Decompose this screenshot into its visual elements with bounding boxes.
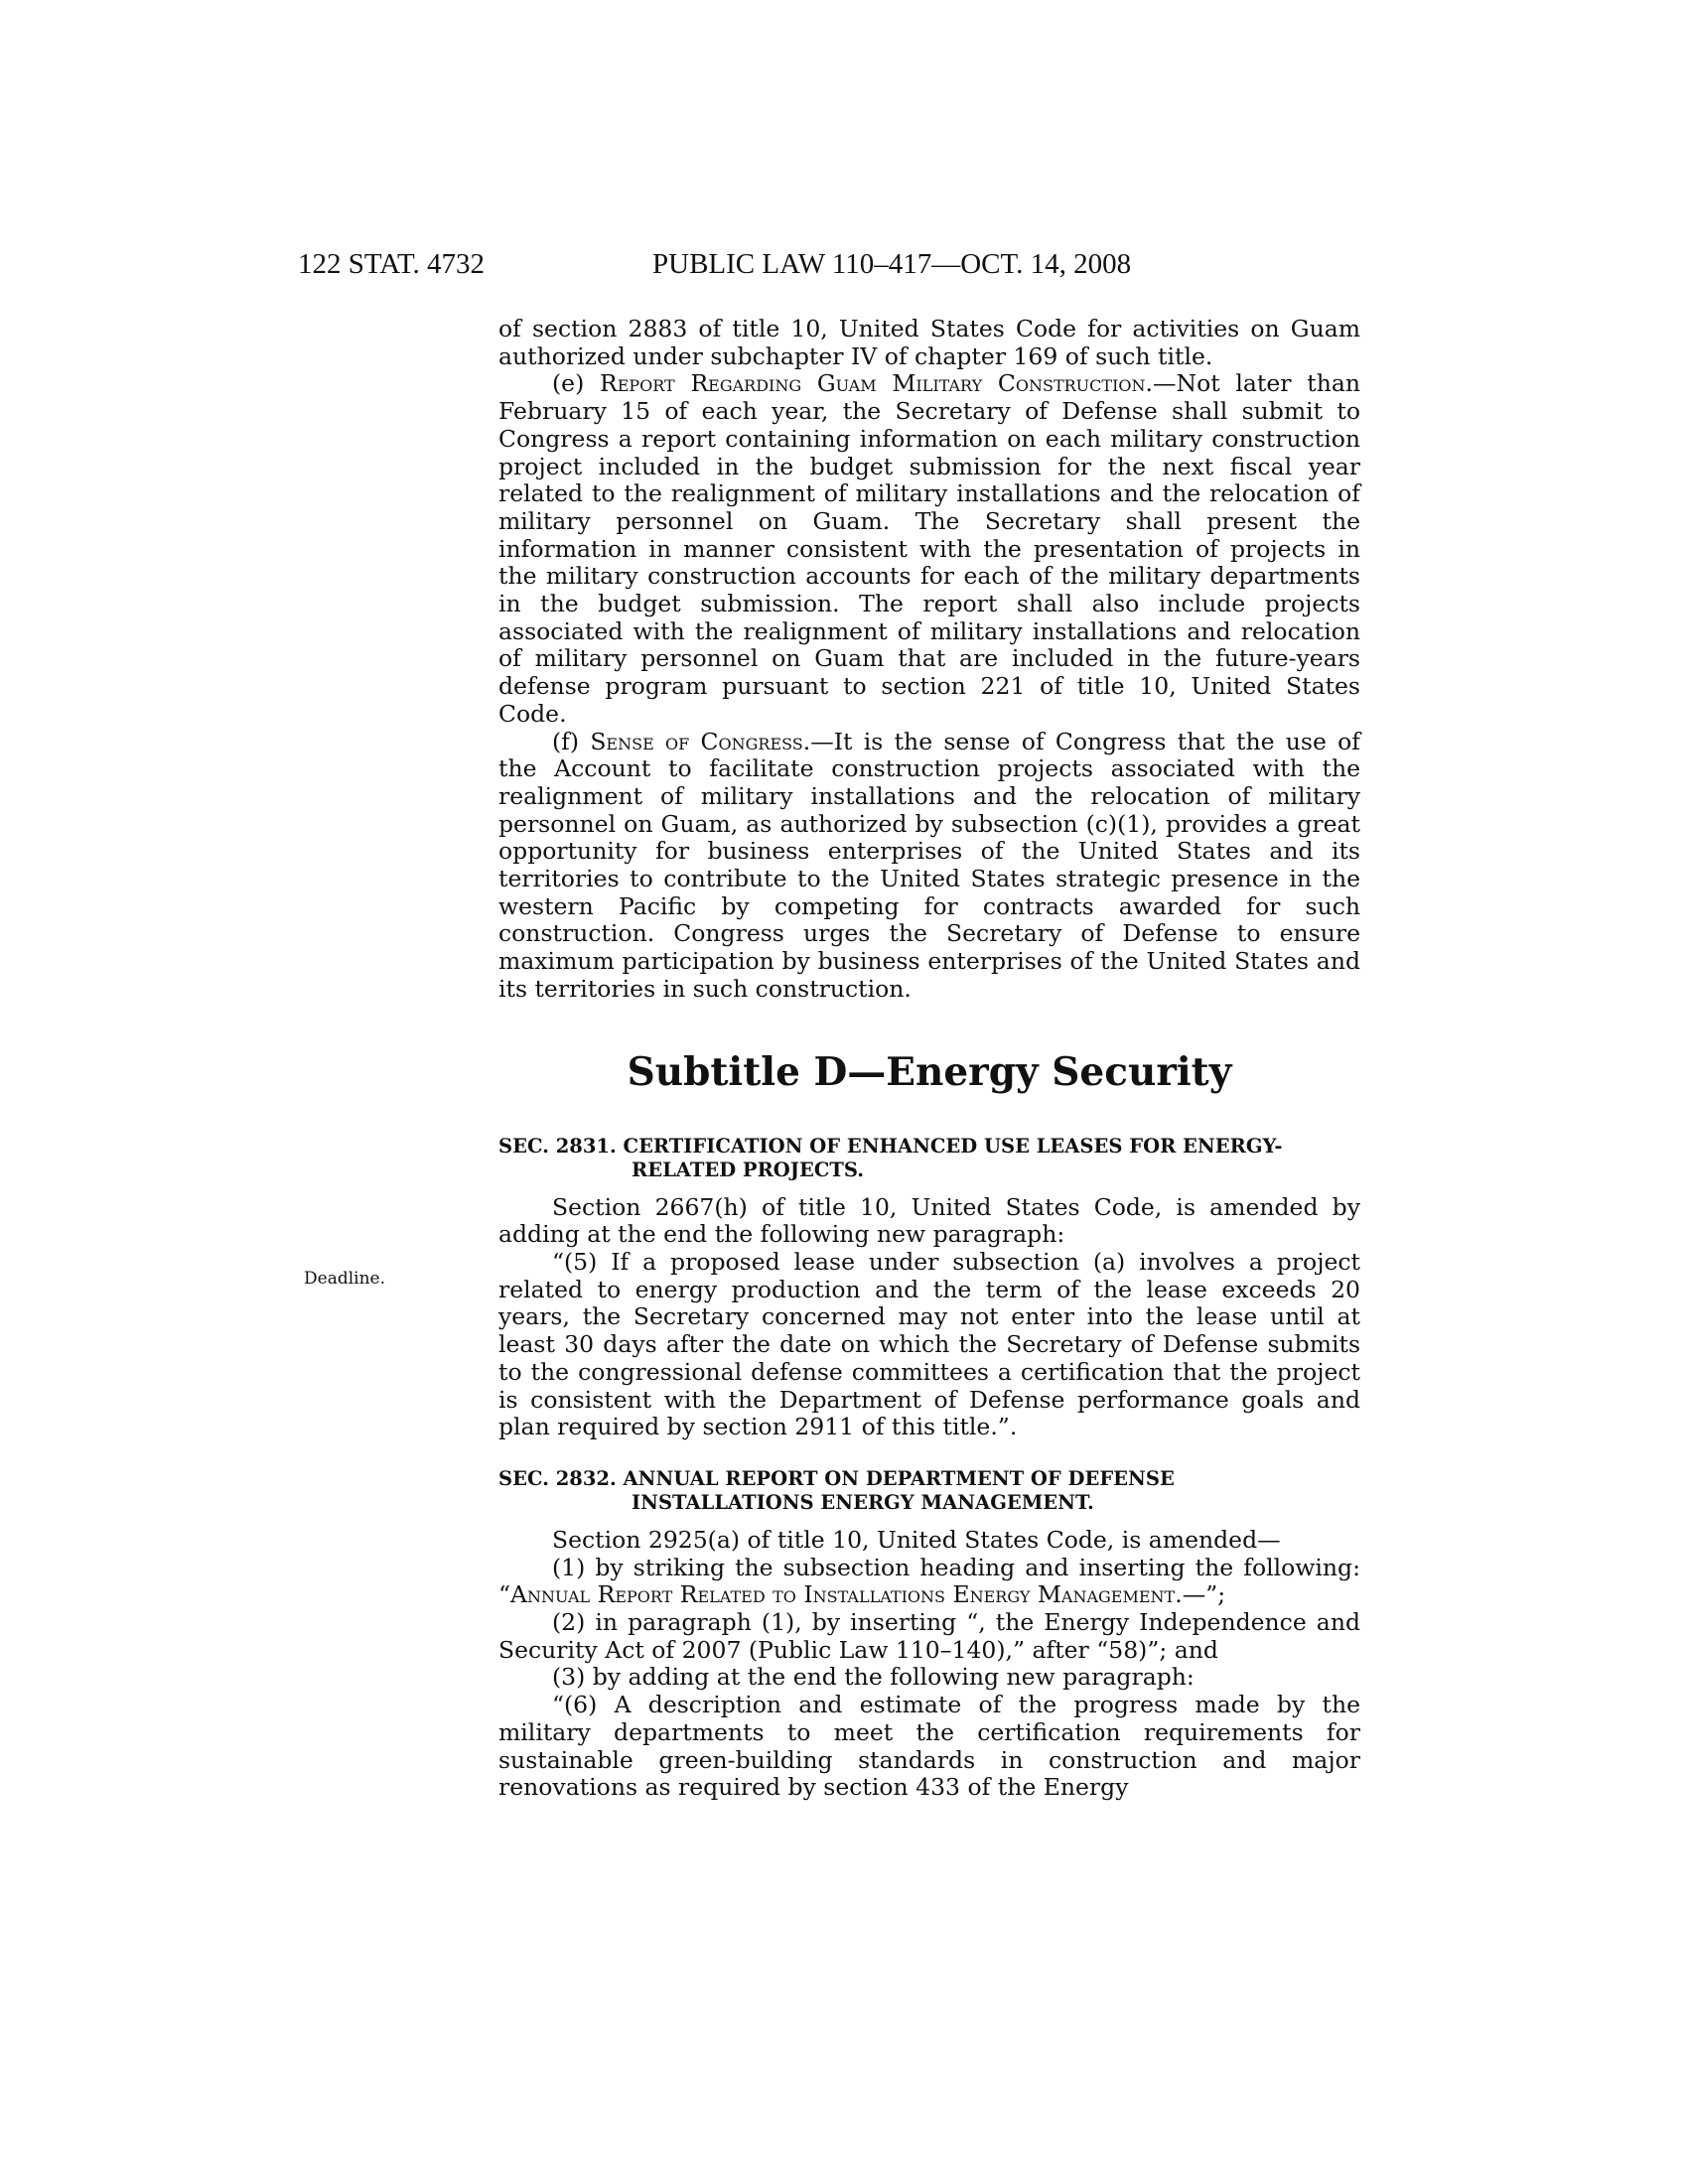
section-2832-item-6: “(6) A description and estimate of the progress made by the military departments to meet the certification requirements for sustainable green-building standards in construction and major renovations as required by section 433 of the Energy	[498, 1691, 1360, 1802]
document-body	[498, 316, 1360, 1802]
public-law-citation: PUBLIC LAW 110–417—OCT. 14, 2008	[652, 248, 1132, 280]
section-2831-paragraph-5: “(5) If a proposed lease under subsection (a) involves a project related to energy production and the term of the lease exceeds 20 years, the Secretary concerned may not enter into the lease until at least 30 days after the date on which the Secretary of Defense submits to the congressional defense committees a certification that the project is consistent with the Department of Defense performance goals and plan required by section 2911 of this title.”.	[498, 1247, 1360, 1441]
section-2832-item-1-post: —”;	[1182, 1580, 1226, 1609]
paragraph-f-heading: Sense of Congress.	[590, 727, 811, 755]
paragraph-f-label: (f)	[552, 727, 591, 755]
subtitle-heading: Subtitle D—Energy Security	[627, 1048, 1232, 1095]
section-2832-item-1	[498, 1555, 1360, 1609]
paragraph-e-heading: Report Regarding Guam Military Construction.	[600, 369, 1153, 398]
section-2831-intro: Section 2667(h) of title 10, United States Code, is amended by adding at the end the following new paragraph:	[498, 1192, 1360, 1249]
running-header	[0, 244, 1688, 284]
section-2832-item-1-pre: (1) by striking the subsection heading and inserting the following: “	[498, 1553, 1360, 1609]
paragraph-f-text: —It is the sense of Congress that the use of the Account to facilitate construction projects associated with the realignment of military installations and the relocation of military personnel on Guam, as authorized by subsection (c)(1), provides a great opportunity for business enterprises of the United States and its territories to contribute to the United States strategic presence in the western Pacific by competing for contracts awarded for such construction. Congress urges the Secretary of Defense to ensure maximum participation by business enterprises of the United States and its territories in such construction.	[498, 727, 1361, 1003]
section-2832-item-3: (3) by adding at the end the following new paragraph:	[552, 1663, 1195, 1692]
section-2832-item-2: (2) in paragraph (1), by inserting “, the Energy Independence and Security Act of 2007 (Public Law 110–140),” after “58)”; and	[498, 1608, 1360, 1664]
paragraph-f	[498, 729, 1360, 1004]
paragraph-e-label: (e)	[552, 369, 600, 398]
section-2832-item-1-heading: Annual Report Related to Installations Energy Management.	[510, 1580, 1183, 1609]
section-2832-intro: Section 2925(a) of title 10, United States Code, is amended—	[552, 1525, 1281, 1554]
stat-page-number: 122 STAT. 4732	[298, 248, 486, 280]
margin-note-deadline: Deadline.	[304, 1269, 385, 1289]
section-2832-heading: SEC. 2832. ANNUAL REPORT ON DEPARTMENT OF DEFENSE INSTALLATIONS ENERGY MANAGEMENT.	[498, 1466, 1175, 1514]
paragraph-e-text: —Not later than February 15 of each year, the Secretary of Defense shall submit to Congress a report containing information on each military construction project included in the budget submission for the next fiscal year related to the realignment of military installations and the relocation of military personnel on Guam. The Secretary shall present the information in manner consistent with the presentation of projects in the military construction accounts for each of the military departments in the budget submission. The report shall also include projects associated with the realignment of military installations and relocation of military personnel on Guam that are included in the future-years defense program pursuant to section 221 of title 10, United States Code.	[498, 369, 1361, 728]
paragraph-d-continued: of section 2883 of title 10, United States Code for activities on Guam authorized under subchapter IV of chapter 169 of such title.	[498, 315, 1360, 370]
section-2831-heading: SEC. 2831. CERTIFICATION OF ENHANCED USE LEASES FOR ENERGY-RELATED PROJECTS.	[498, 1134, 1283, 1181]
paragraph-e	[498, 370, 1360, 728]
